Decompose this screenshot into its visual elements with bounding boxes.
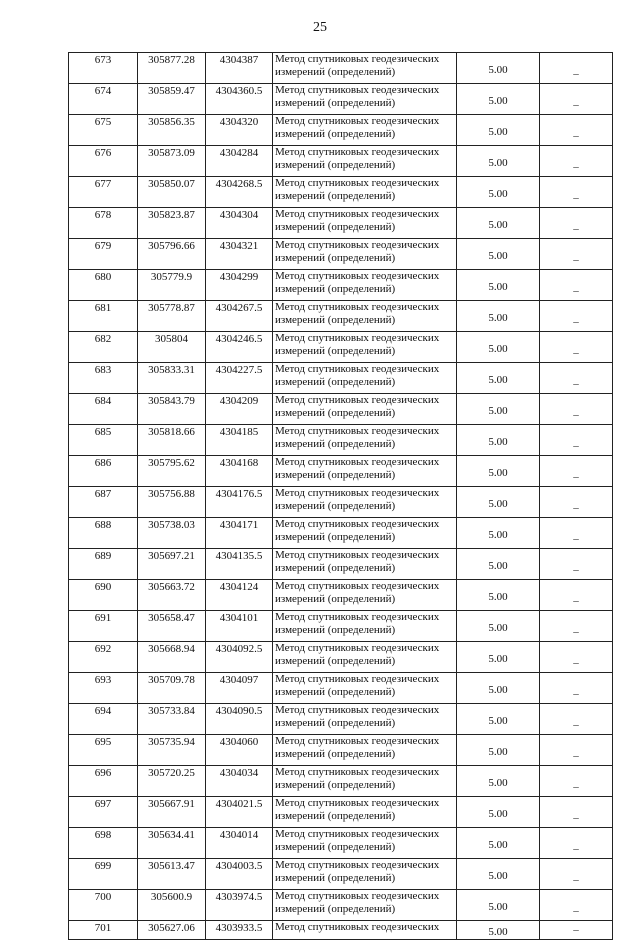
table-row xyxy=(69,518,613,549)
dash-cell: – xyxy=(540,53,613,84)
method-cell: Метод спутниковых геодезических измерений (определений) xyxy=(273,84,457,115)
table-row xyxy=(69,301,613,332)
dash-cell: – xyxy=(540,642,613,673)
method-cell: Метод спутниковых геодезических измерений (определений) xyxy=(273,580,457,611)
dash-cell: – xyxy=(540,580,613,611)
point-number-cell: 695 xyxy=(69,735,138,766)
accuracy-cell: 5.00 xyxy=(457,673,540,704)
point-number-cell: 690 xyxy=(69,580,138,611)
table-row xyxy=(69,487,613,518)
method-cell: Метод спутниковых геодезических измерений (определений) xyxy=(273,332,457,363)
dash-cell: – xyxy=(540,425,613,456)
accuracy-cell: 5.00 xyxy=(457,611,540,642)
method-cell: Метод спутниковых геодезических измерений (определений) xyxy=(273,177,457,208)
accuracy-cell: 5.00 xyxy=(457,394,540,425)
method-cell: Метод спутниковых геодезических измерений (определений) xyxy=(273,735,457,766)
point-number-cell: 685 xyxy=(69,425,138,456)
x-coordinate-cell: 305778.87 xyxy=(138,301,206,332)
table-row xyxy=(69,704,613,735)
accuracy-cell: 5.00 xyxy=(457,456,540,487)
point-number-cell: 700 xyxy=(69,890,138,921)
method-cell: Метод спутниковых геодезических измерений (определений) xyxy=(273,797,457,828)
point-number-cell: 682 xyxy=(69,332,138,363)
accuracy-cell: 5.00 xyxy=(457,828,540,859)
dash-cell: – xyxy=(540,84,613,115)
y-coordinate-cell: 4304299 xyxy=(206,270,273,301)
dash-cell: – xyxy=(540,797,613,828)
point-number-cell: 699 xyxy=(69,859,138,890)
table-row xyxy=(69,146,613,177)
method-cell: Метод спутниковых геодезических измерений (определений) xyxy=(273,642,457,673)
y-coordinate-cell: 4304284 xyxy=(206,146,273,177)
x-coordinate-cell: 305668.94 xyxy=(138,642,206,673)
y-coordinate-cell: 4304246.5 xyxy=(206,332,273,363)
table-row xyxy=(69,735,613,766)
accuracy-cell: 5.00 xyxy=(457,332,540,363)
x-coordinate-cell: 305796.66 xyxy=(138,239,206,270)
table-row xyxy=(69,642,613,673)
dash-cell: – xyxy=(540,301,613,332)
point-number-cell: 689 xyxy=(69,549,138,580)
table-row xyxy=(69,425,613,456)
accuracy-cell: 5.00 xyxy=(457,425,540,456)
table-row xyxy=(69,859,613,890)
table-body xyxy=(69,53,613,940)
y-coordinate-cell: 4304185 xyxy=(206,425,273,456)
point-number-cell: 692 xyxy=(69,642,138,673)
method-cell: Метод спутниковых геодезических xyxy=(273,921,457,940)
method-cell: Метод спутниковых геодезических измерений (определений) xyxy=(273,611,457,642)
table-row xyxy=(69,208,613,239)
x-coordinate-cell: 305709.78 xyxy=(138,673,206,704)
x-coordinate-cell: 305818.66 xyxy=(138,425,206,456)
accuracy-cell: 5.00 xyxy=(457,146,540,177)
method-cell: Метод спутниковых геодезических измерений (определений) xyxy=(273,301,457,332)
dash-cell: – xyxy=(540,363,613,394)
table-row xyxy=(69,549,613,580)
x-coordinate-cell: 305873.09 xyxy=(138,146,206,177)
method-cell: Метод спутниковых геодезических измерений (определений) xyxy=(273,394,457,425)
x-coordinate-cell: 305843.79 xyxy=(138,394,206,425)
method-cell: Метод спутниковых геодезических измерений (определений) xyxy=(273,363,457,394)
table-row xyxy=(69,797,613,828)
method-cell: Метод спутниковых геодезических измерений (определений) xyxy=(273,53,457,84)
method-cell: Метод спутниковых геодезических измерений (определений) xyxy=(273,766,457,797)
table-row xyxy=(69,921,613,940)
point-number-cell: 698 xyxy=(69,828,138,859)
dash-cell: – xyxy=(540,270,613,301)
y-coordinate-cell: 4303933.5 xyxy=(206,921,273,940)
table-row xyxy=(69,890,613,921)
y-coordinate-cell: 4304090.5 xyxy=(206,704,273,735)
y-coordinate-cell: 4304360.5 xyxy=(206,84,273,115)
method-cell: Метод спутниковых геодезических измерений (определений) xyxy=(273,239,457,270)
method-cell: Метод спутниковых геодезических измерений (определений) xyxy=(273,828,457,859)
accuracy-cell: 5.00 xyxy=(457,84,540,115)
x-coordinate-cell: 305850.07 xyxy=(138,177,206,208)
method-cell: Метод спутниковых геодезических измерений (определений) xyxy=(273,456,457,487)
table-row xyxy=(69,177,613,208)
point-number-cell: 693 xyxy=(69,673,138,704)
x-coordinate-cell: 305877.28 xyxy=(138,53,206,84)
dash-cell: – xyxy=(540,859,613,890)
x-coordinate-cell: 305667.91 xyxy=(138,797,206,828)
table-row xyxy=(69,611,613,642)
x-coordinate-cell: 305600.9 xyxy=(138,890,206,921)
y-coordinate-cell: 4304227.5 xyxy=(206,363,273,394)
accuracy-cell: 5.00 xyxy=(457,890,540,921)
x-coordinate-cell: 305627.06 xyxy=(138,921,206,940)
accuracy-cell: 5.00 xyxy=(457,766,540,797)
point-number-cell: 686 xyxy=(69,456,138,487)
point-number-cell: 680 xyxy=(69,270,138,301)
accuracy-cell: 5.00 xyxy=(457,239,540,270)
y-coordinate-cell: 4304209 xyxy=(206,394,273,425)
x-coordinate-cell: 305720.25 xyxy=(138,766,206,797)
method-cell: Метод спутниковых геодезических измерений (определений) xyxy=(273,890,457,921)
dash-cell: – xyxy=(540,673,613,704)
x-coordinate-cell: 305833.31 xyxy=(138,363,206,394)
dash-cell: – xyxy=(540,611,613,642)
accuracy-cell: 5.00 xyxy=(457,921,540,940)
x-coordinate-cell: 305859.47 xyxy=(138,84,206,115)
point-number-cell: 696 xyxy=(69,766,138,797)
y-coordinate-cell: 4304176.5 xyxy=(206,487,273,518)
table-row xyxy=(69,84,613,115)
accuracy-cell: 5.00 xyxy=(457,518,540,549)
dash-cell: – xyxy=(540,735,613,766)
x-coordinate-cell: 305856.35 xyxy=(138,115,206,146)
x-coordinate-cell: 305663.72 xyxy=(138,580,206,611)
y-coordinate-cell: 4304014 xyxy=(206,828,273,859)
x-coordinate-cell: 305658.47 xyxy=(138,611,206,642)
accuracy-cell: 5.00 xyxy=(457,53,540,84)
y-coordinate-cell: 4304101 xyxy=(206,611,273,642)
y-coordinate-cell: 4304060 xyxy=(206,735,273,766)
y-coordinate-cell: 4304304 xyxy=(206,208,273,239)
dash-cell: – xyxy=(540,518,613,549)
x-coordinate-cell: 305779.9 xyxy=(138,270,206,301)
dash-cell: – xyxy=(540,332,613,363)
y-coordinate-cell: 4304168 xyxy=(206,456,273,487)
x-coordinate-cell: 305733.84 xyxy=(138,704,206,735)
point-number-cell: 675 xyxy=(69,115,138,146)
dash-cell: – xyxy=(540,394,613,425)
dash-cell: – xyxy=(540,146,613,177)
x-coordinate-cell: 305735.94 xyxy=(138,735,206,766)
accuracy-cell: 5.00 xyxy=(457,177,540,208)
accuracy-cell: 5.00 xyxy=(457,642,540,673)
x-coordinate-cell: 305795.62 xyxy=(138,456,206,487)
dash-cell: – xyxy=(540,766,613,797)
point-number-cell: 691 xyxy=(69,611,138,642)
y-coordinate-cell: 4304003.5 xyxy=(206,859,273,890)
dash-cell: – xyxy=(540,828,613,859)
y-coordinate-cell: 4304097 xyxy=(206,673,273,704)
method-cell: Метод спутниковых геодезических измерений (определений) xyxy=(273,425,457,456)
y-coordinate-cell: 4304320 xyxy=(206,115,273,146)
method-cell: Метод спутниковых геодезических измерений (определений) xyxy=(273,673,457,704)
dash-cell: – xyxy=(540,239,613,270)
page-number: 25 xyxy=(313,20,327,35)
method-cell: Метод спутниковых геодезических измерений (определений) xyxy=(273,208,457,239)
table-row xyxy=(69,239,613,270)
accuracy-cell: 5.00 xyxy=(457,115,540,146)
point-number-cell: 673 xyxy=(69,53,138,84)
accuracy-cell: 5.00 xyxy=(457,208,540,239)
dash-cell: – xyxy=(540,890,613,921)
accuracy-cell: 5.00 xyxy=(457,735,540,766)
method-cell: Метод спутниковых геодезических измерений (определений) xyxy=(273,859,457,890)
table-row xyxy=(69,828,613,859)
point-number-cell: 697 xyxy=(69,797,138,828)
y-coordinate-cell: 4304268.5 xyxy=(206,177,273,208)
x-coordinate-cell: 305634.41 xyxy=(138,828,206,859)
point-number-cell: 681 xyxy=(69,301,138,332)
table-row xyxy=(69,363,613,394)
point-number-cell: 684 xyxy=(69,394,138,425)
y-coordinate-cell: 4304267.5 xyxy=(206,301,273,332)
y-coordinate-cell: 4304034 xyxy=(206,766,273,797)
y-coordinate-cell: 4304124 xyxy=(206,580,273,611)
method-cell: Метод спутниковых геодезических измерений (определений) xyxy=(273,115,457,146)
accuracy-cell: 5.00 xyxy=(457,487,540,518)
dash-cell: – xyxy=(540,456,613,487)
y-coordinate-cell: 4304135.5 xyxy=(206,549,273,580)
accuracy-cell: 5.00 xyxy=(457,270,540,301)
table-row xyxy=(69,456,613,487)
point-number-cell: 674 xyxy=(69,84,138,115)
method-cell: Метод спутниковых геодезических измерений (определений) xyxy=(273,518,457,549)
point-number-cell: 677 xyxy=(69,177,138,208)
point-number-cell: 683 xyxy=(69,363,138,394)
method-cell: Метод спутниковых геодезических измерений (определений) xyxy=(273,549,457,580)
x-coordinate-cell: 305756.88 xyxy=(138,487,206,518)
point-number-cell: 701 xyxy=(69,921,138,940)
y-coordinate-cell: 4304092.5 xyxy=(206,642,273,673)
table-row xyxy=(69,53,613,84)
dash-cell: – xyxy=(540,208,613,239)
coordinates-table xyxy=(68,52,613,940)
x-coordinate-cell: 305738.03 xyxy=(138,518,206,549)
x-coordinate-cell: 305613.47 xyxy=(138,859,206,890)
point-number-cell: 678 xyxy=(69,208,138,239)
method-cell: Метод спутниковых геодезических измерений (определений) xyxy=(273,270,457,301)
point-number-cell: 676 xyxy=(69,146,138,177)
method-cell: Метод спутниковых геодезических измерений (определений) xyxy=(273,704,457,735)
accuracy-cell: 5.00 xyxy=(457,363,540,394)
dash-cell: – xyxy=(540,487,613,518)
dash-cell: – xyxy=(540,921,613,940)
point-number-cell: 687 xyxy=(69,487,138,518)
y-coordinate-cell: 4304021.5 xyxy=(206,797,273,828)
point-number-cell: 688 xyxy=(69,518,138,549)
method-cell: Метод спутниковых геодезических измерений (определений) xyxy=(273,146,457,177)
y-coordinate-cell: 4304321 xyxy=(206,239,273,270)
table-row xyxy=(69,394,613,425)
accuracy-cell: 5.00 xyxy=(457,549,540,580)
accuracy-cell: 5.00 xyxy=(457,704,540,735)
accuracy-cell: 5.00 xyxy=(457,797,540,828)
dash-cell: – xyxy=(540,115,613,146)
accuracy-cell: 5.00 xyxy=(457,859,540,890)
y-coordinate-cell: 4304387 xyxy=(206,53,273,84)
y-coordinate-cell: 4304171 xyxy=(206,518,273,549)
point-number-cell: 694 xyxy=(69,704,138,735)
table-row xyxy=(69,580,613,611)
x-coordinate-cell: 305823.87 xyxy=(138,208,206,239)
point-number-cell: 679 xyxy=(69,239,138,270)
table-row xyxy=(69,270,613,301)
x-coordinate-cell: 305697.21 xyxy=(138,549,206,580)
accuracy-cell: 5.00 xyxy=(457,580,540,611)
table-row xyxy=(69,766,613,797)
table-row xyxy=(69,673,613,704)
table-row xyxy=(69,332,613,363)
y-coordinate-cell: 4303974.5 xyxy=(206,890,273,921)
x-coordinate-cell: 305804 xyxy=(138,332,206,363)
method-cell: Метод спутниковых геодезических измерений (определений) xyxy=(273,487,457,518)
dash-cell: – xyxy=(540,704,613,735)
table-row xyxy=(69,115,613,146)
dash-cell: – xyxy=(540,177,613,208)
accuracy-cell: 5.00 xyxy=(457,301,540,332)
dash-cell: – xyxy=(540,549,613,580)
